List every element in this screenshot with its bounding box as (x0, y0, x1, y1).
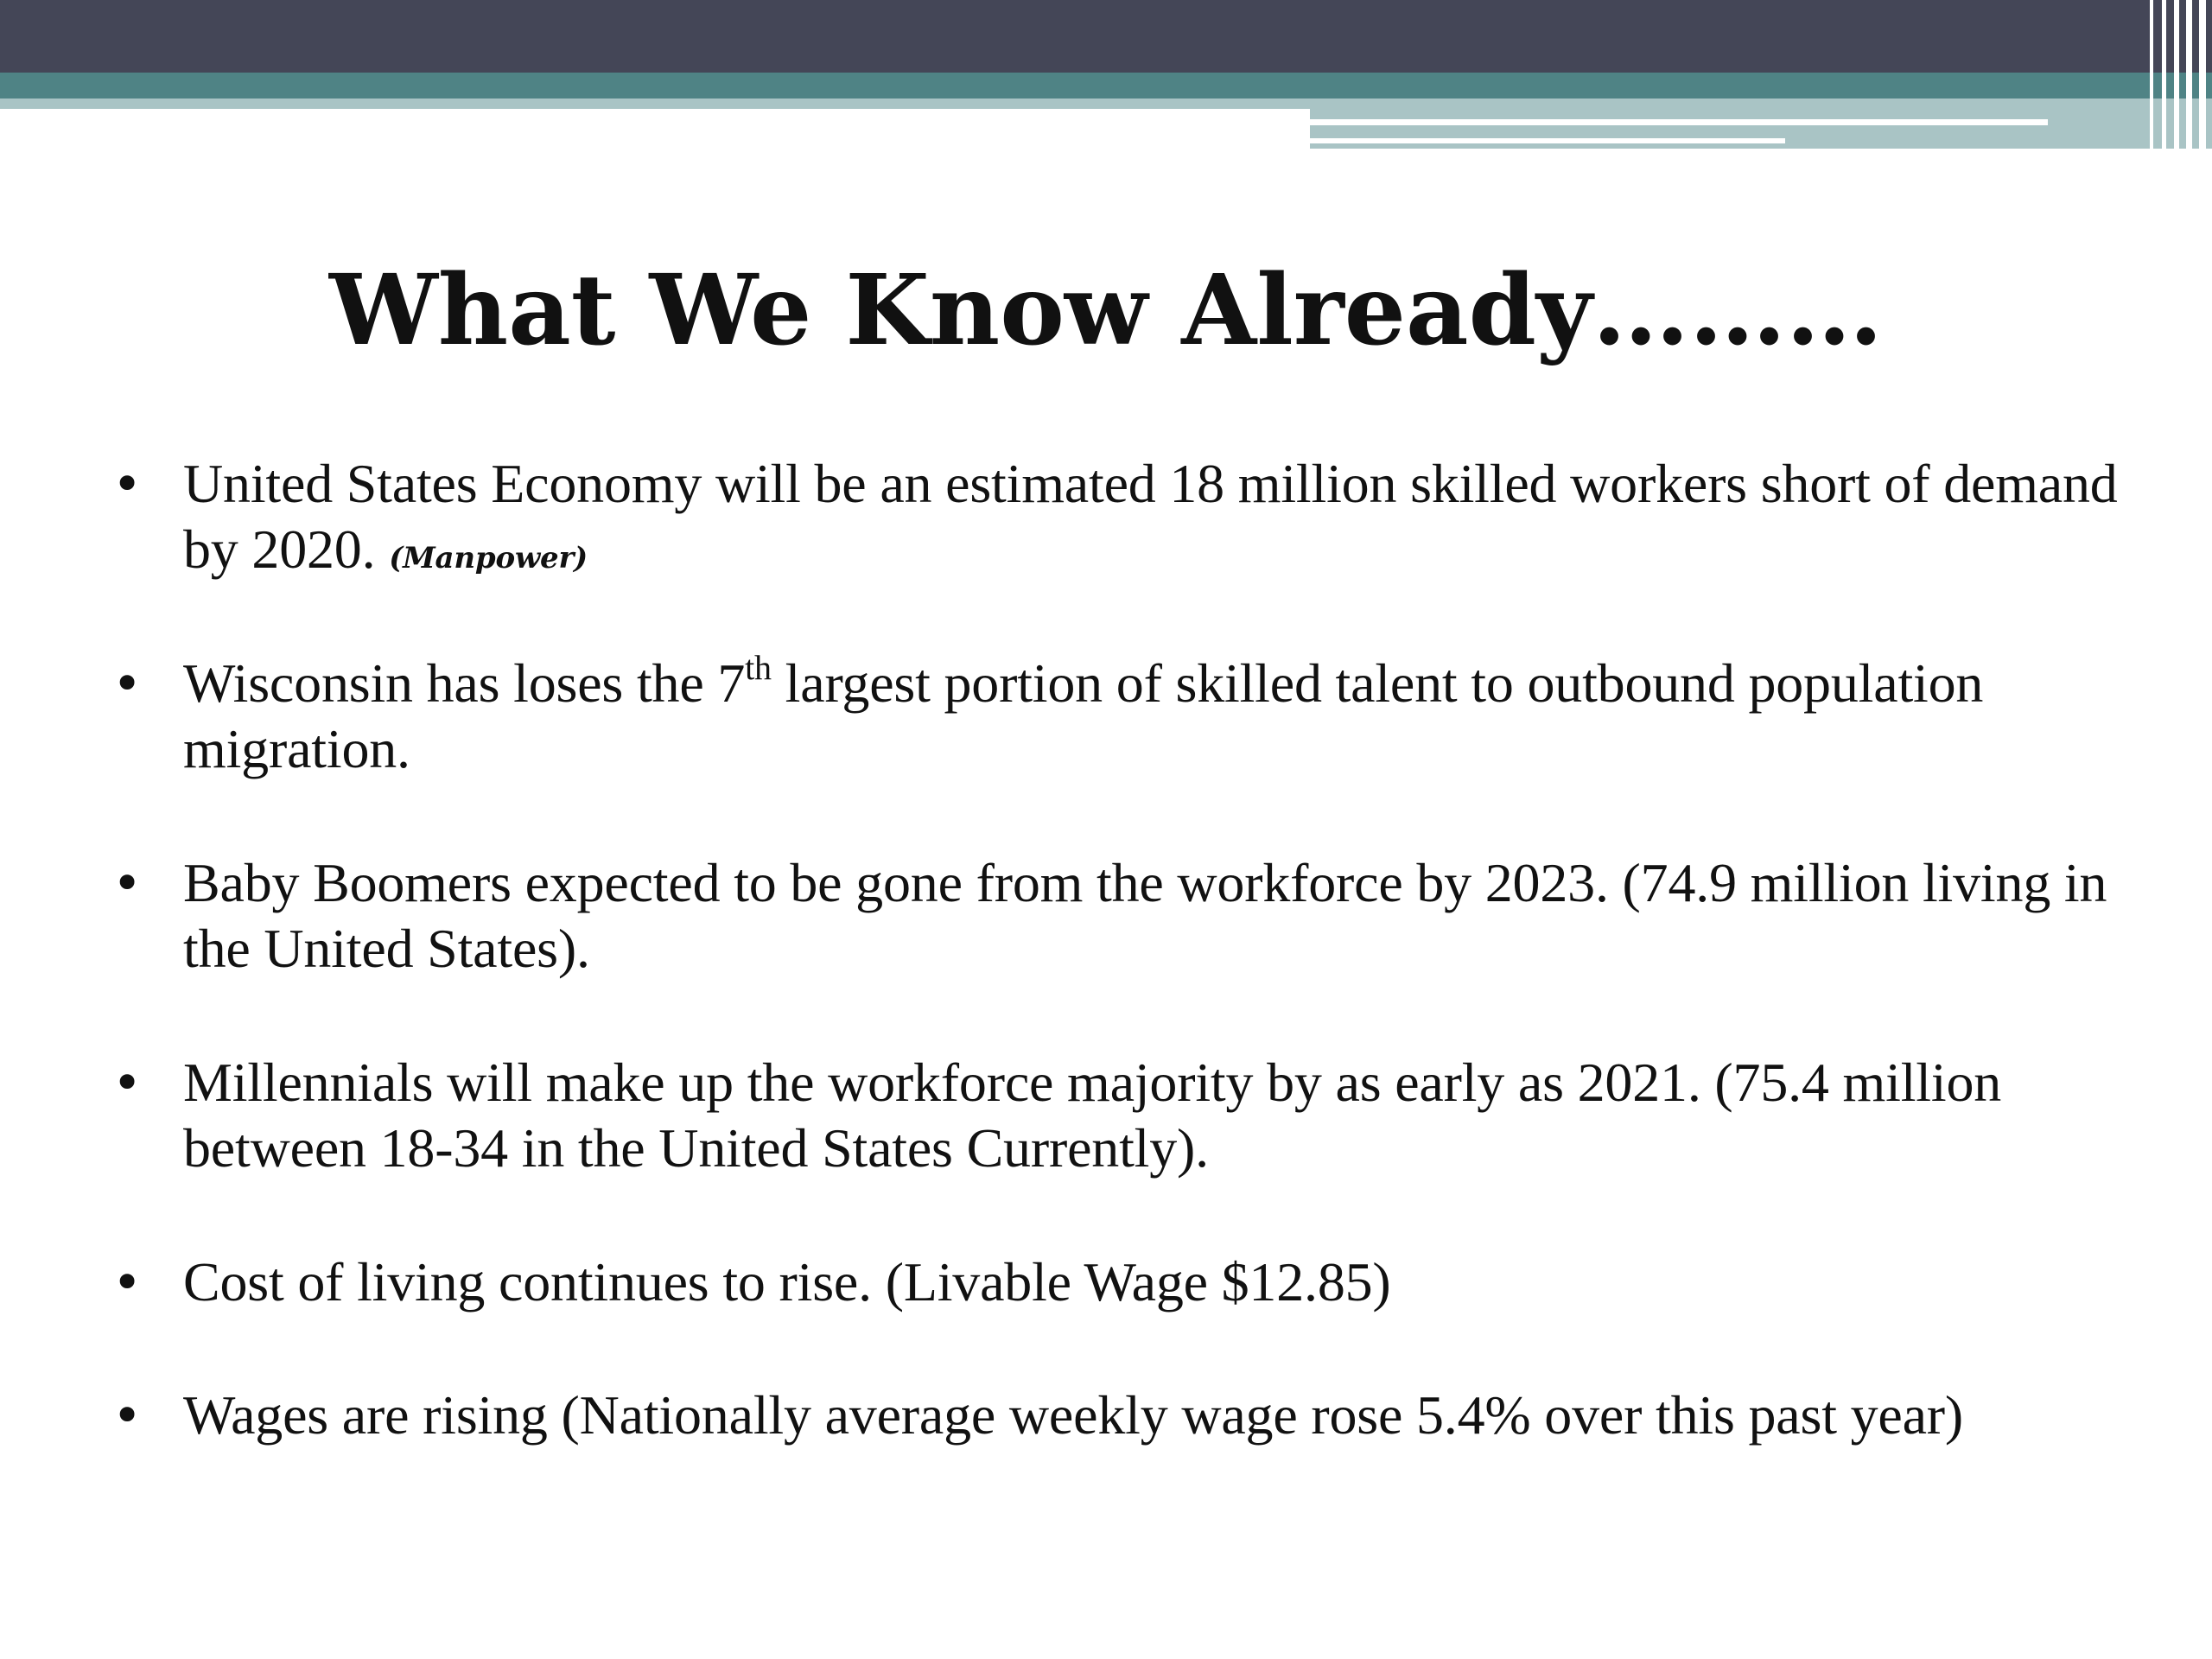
header-bar-teal (0, 73, 2212, 99)
bullet-dot: • (112, 454, 143, 513)
bullet-dot: • (112, 1253, 143, 1312)
header-stripe (2199, 0, 2206, 149)
bullet-dot: • (112, 654, 143, 713)
bullet-text (183, 647, 2136, 782)
header-stripe (2162, 0, 2166, 149)
header-accent-line-short (1310, 138, 1785, 143)
bullet-dot: • (112, 854, 143, 912)
bullet-text: Baby Boomers expected to be gone from the workforce by 2023. (74.9 million living in the United States). (183, 852, 2107, 979)
bullet-source: (Manpower) (389, 541, 588, 575)
header-accent-line (1310, 119, 2048, 125)
header-stripe (2186, 0, 2192, 149)
slide-title: What We Know Already……… (329, 254, 1883, 367)
header-strip-light (0, 99, 1310, 109)
header-stripe (2174, 0, 2179, 149)
bullet-text: Millennials will make up the workforce majority by as early as 2021. (75.4 million between 18-34 in the United States Currently). (183, 1052, 2002, 1179)
bullet-text: Wages are rising (Nationally average weekly wage rose 5.4% over this past year) (183, 1384, 1964, 1446)
bullet-text-main: United States Economy will be an estimated 18 million skilled workers short of demand by 2020. (183, 453, 2118, 580)
bullet-superscript: th (745, 647, 772, 687)
header-stripe (2150, 0, 2153, 149)
bullet-text-after: largest portion of skilled talent to outbound population migration. (183, 652, 1984, 779)
bullet-dot: • (112, 1053, 143, 1112)
bullet-text: Cost of living continues to rise. (Livable Wage $12.85) (183, 1251, 1391, 1313)
bullet-text (183, 451, 2136, 591)
bullet-text-before: Wisconsin has loses the 7 (183, 652, 746, 714)
header-bar-dark (0, 0, 2212, 73)
bullet-dot: • (112, 1386, 143, 1445)
